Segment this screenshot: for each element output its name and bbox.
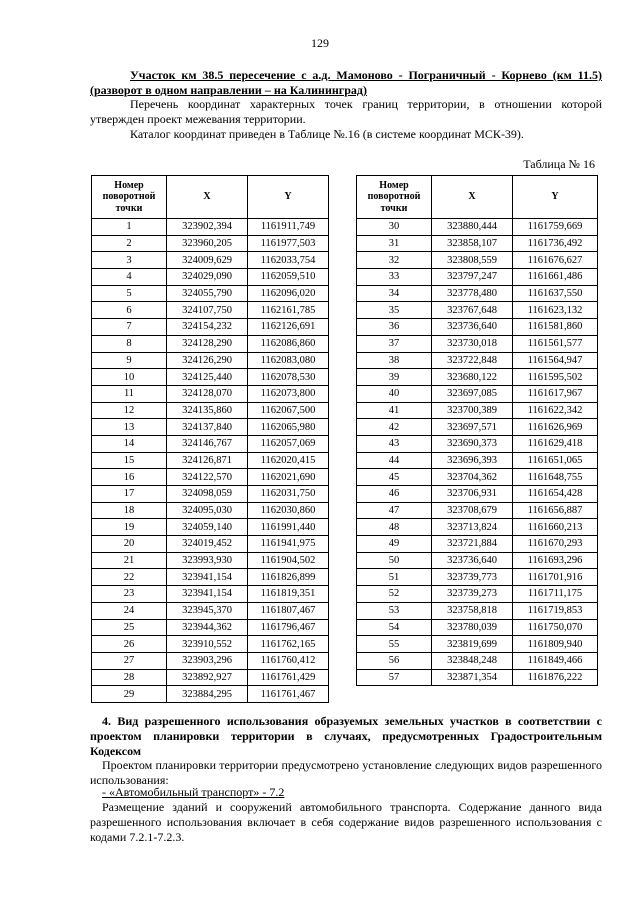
cell-point-number: 3 — [92, 252, 167, 269]
section4-heading: 4. Вид разрешенного использования образуемых земельных участков в соответствии с проектом планировки территории в случаях, предусмотренных Градостроительным Кодексом — [90, 714, 602, 758]
cell-point-number: 34 — [357, 285, 432, 302]
cell-x: 323902,394 — [167, 219, 248, 236]
cell-y: 1161648,755 — [513, 469, 598, 486]
cell-x: 323721,884 — [432, 536, 513, 553]
table-row — [92, 219, 329, 236]
cell-y: 1161626,969 — [513, 419, 598, 436]
cell-point-number: 40 — [357, 385, 432, 402]
cell-y: 1162059,510 — [248, 269, 329, 286]
cell-x: 323880,444 — [432, 219, 513, 236]
cell-y: 1161876,222 — [513, 669, 598, 686]
table-row — [357, 419, 598, 436]
cell-x: 324107,750 — [167, 302, 248, 319]
table-row — [357, 219, 598, 236]
cell-point-number: 23 — [92, 586, 167, 603]
cell-point-number: 14 — [92, 435, 167, 452]
cell-y: 1161826,899 — [248, 569, 329, 586]
cell-point-number: 32 — [357, 252, 432, 269]
cell-point-number: 17 — [92, 486, 167, 503]
cell-point-number: 4 — [92, 269, 167, 286]
coordinates-table-right — [356, 175, 598, 686]
cell-y: 1161760,412 — [248, 652, 329, 669]
table-row — [357, 469, 598, 486]
cell-y: 1161581,860 — [513, 319, 598, 336]
cell-x: 323697,571 — [432, 419, 513, 436]
table-header-row — [357, 176, 598, 219]
cell-x: 324125,440 — [167, 369, 248, 386]
table-row — [92, 569, 329, 586]
table-row — [357, 285, 598, 302]
table-label: Таблица № 16 — [523, 157, 595, 171]
table-row — [92, 235, 329, 252]
cell-x: 323993,930 — [167, 552, 248, 569]
cell-point-number: 48 — [357, 519, 432, 536]
cell-x: 324128,070 — [167, 385, 248, 402]
cell-y: 1162067,500 — [248, 402, 329, 419]
table-row — [357, 586, 598, 603]
cell-x: 323690,373 — [432, 435, 513, 452]
cell-point-number: 39 — [357, 369, 432, 386]
cell-y: 1161623,132 — [513, 302, 598, 319]
cell-x: 323884,295 — [167, 686, 248, 703]
cell-point-number: 37 — [357, 335, 432, 352]
cell-y: 1161595,502 — [513, 369, 598, 386]
cell-y: 1161622,342 — [513, 402, 598, 419]
table-row — [357, 319, 598, 336]
cell-point-number: 16 — [92, 469, 167, 486]
table-row — [357, 552, 598, 569]
cell-y: 1161629,418 — [513, 435, 598, 452]
table-row — [92, 319, 329, 336]
use-description: Размещение зданий и сооружений автомобильного транспорта. Содержание данного вида разрешенного использования включает в себя содержание видов разрешенного использования с кодами 7.2.1-7.2.3. — [90, 800, 602, 844]
cell-x: 323808,559 — [432, 252, 513, 269]
cell-point-number: 19 — [92, 519, 167, 536]
cell-y: 1161809,940 — [513, 636, 598, 653]
cell-x: 324137,840 — [167, 419, 248, 436]
cell-x: 323941,154 — [167, 569, 248, 586]
cell-point-number: 50 — [357, 552, 432, 569]
cell-y: 1162096,020 — [248, 285, 329, 302]
header-x: X — [432, 176, 513, 219]
cell-y: 1161761,429 — [248, 669, 329, 686]
cell-y: 1162083,080 — [248, 352, 329, 369]
cell-point-number: 15 — [92, 452, 167, 469]
catalog-paragraph: Каталог координат приведен в Таблице №.16 (в системе координат МСК-39). — [130, 127, 524, 141]
cell-point-number: 49 — [357, 536, 432, 553]
cell-point-number: 27 — [92, 652, 167, 669]
cell-x: 323960,205 — [167, 235, 248, 252]
cell-x: 324098,059 — [167, 486, 248, 503]
cell-point-number: 8 — [92, 335, 167, 352]
cell-y: 1162033,754 — [248, 252, 329, 269]
table-row — [357, 669, 598, 686]
cell-point-number: 9 — [92, 352, 167, 369]
cell-point-number: 44 — [357, 452, 432, 469]
cell-y: 1161637,550 — [513, 285, 598, 302]
cell-point-number: 53 — [357, 602, 432, 619]
cell-x: 323945,370 — [167, 602, 248, 619]
cell-y: 1161656,887 — [513, 502, 598, 519]
cell-x: 323730,018 — [432, 335, 513, 352]
cell-x: 324029,090 — [167, 269, 248, 286]
cell-y: 1162057,069 — [248, 435, 329, 452]
cell-y: 1161819,351 — [248, 586, 329, 603]
cell-y: 1161670,293 — [513, 536, 598, 553]
table-row — [357, 302, 598, 319]
cell-x: 324135,860 — [167, 402, 248, 419]
cell-point-number: 52 — [357, 586, 432, 603]
cell-y: 1162030,860 — [248, 502, 329, 519]
header-point-number: Номер поворотной точки — [92, 176, 167, 219]
header-y: Y — [248, 176, 329, 219]
cell-x: 324009,629 — [167, 252, 248, 269]
table-row — [92, 502, 329, 519]
cell-x: 323722,848 — [432, 352, 513, 369]
cell-point-number: 57 — [357, 669, 432, 686]
cell-x: 323848,248 — [432, 652, 513, 669]
use-type-label: - «Автомобильный транспорт» - 7.2 — [102, 785, 285, 799]
table-row — [92, 385, 329, 402]
coordinates-table-left — [91, 175, 329, 703]
table-row — [92, 285, 329, 302]
cell-x: 323892,927 — [167, 669, 248, 686]
cell-y: 1161796,467 — [248, 619, 329, 636]
table-row — [92, 269, 329, 286]
cell-point-number: 7 — [92, 319, 167, 336]
cell-x: 323767,648 — [432, 302, 513, 319]
cell-y: 1162078,530 — [248, 369, 329, 386]
table-row — [357, 652, 598, 669]
cell-x: 323819,699 — [432, 636, 513, 653]
cell-x: 323680,122 — [432, 369, 513, 386]
cell-y: 1161654,428 — [513, 486, 598, 503]
cell-x: 323706,931 — [432, 486, 513, 503]
table-row — [357, 435, 598, 452]
table-row — [357, 502, 598, 519]
cell-point-number: 25 — [92, 619, 167, 636]
cell-point-number: 21 — [92, 552, 167, 569]
cell-point-number: 11 — [92, 385, 167, 402]
cell-x: 323736,640 — [432, 319, 513, 336]
cell-y: 1161807,467 — [248, 602, 329, 619]
cell-point-number: 54 — [357, 619, 432, 636]
cell-x: 323941,154 — [167, 586, 248, 603]
cell-point-number: 45 — [357, 469, 432, 486]
cell-y: 1161941,975 — [248, 536, 329, 553]
cell-point-number: 33 — [357, 269, 432, 286]
table-row — [357, 486, 598, 503]
cell-y: 1161849,466 — [513, 652, 598, 669]
cell-point-number: 12 — [92, 402, 167, 419]
header-point-number: Номер поворотной точки — [357, 176, 432, 219]
cell-x: 323910,552 — [167, 636, 248, 653]
cell-y: 1162086,860 — [248, 335, 329, 352]
cell-y: 1161617,967 — [513, 385, 598, 402]
cell-y: 1161561,577 — [513, 335, 598, 352]
cell-y: 1161651,065 — [513, 452, 598, 469]
table-row — [357, 452, 598, 469]
cell-x: 323696,393 — [432, 452, 513, 469]
table-row — [92, 586, 329, 603]
table-row — [92, 669, 329, 686]
cell-point-number: 46 — [357, 486, 432, 503]
cell-point-number: 2 — [92, 235, 167, 252]
cell-point-number: 28 — [92, 669, 167, 686]
table-row — [357, 252, 598, 269]
table-row — [357, 335, 598, 352]
table-row — [92, 452, 329, 469]
header-x: X — [167, 176, 248, 219]
table-row — [357, 636, 598, 653]
table-row — [357, 235, 598, 252]
cell-point-number: 13 — [92, 419, 167, 436]
cell-point-number: 56 — [357, 652, 432, 669]
cell-y: 1161693,296 — [513, 552, 598, 569]
cell-x: 323944,362 — [167, 619, 248, 636]
table-row — [92, 486, 329, 503]
table-row — [92, 435, 329, 452]
section-heading: Участок км 38.5 пересечение с а.д. Мамоново - Пограничный - Корнево (км 11.5) (разворот в одном направлении – на Калининград) — [90, 68, 602, 97]
cell-x: 323736,640 — [432, 552, 513, 569]
cell-point-number: 26 — [92, 636, 167, 653]
cell-x: 323700,389 — [432, 402, 513, 419]
cell-point-number: 55 — [357, 636, 432, 653]
cell-point-number: 31 — [357, 235, 432, 252]
cell-x: 324126,290 — [167, 352, 248, 369]
table-row — [92, 636, 329, 653]
table-row — [92, 536, 329, 553]
cell-y: 1161736,492 — [513, 235, 598, 252]
cell-y: 1161676,627 — [513, 252, 598, 269]
table-row — [92, 402, 329, 419]
cell-x: 324055,790 — [167, 285, 248, 302]
cell-x: 323797,247 — [432, 269, 513, 286]
cell-y: 1161762,165 — [248, 636, 329, 653]
cell-y: 1161977,503 — [248, 235, 329, 252]
cell-point-number: 22 — [92, 569, 167, 586]
cell-x: 323697,085 — [432, 385, 513, 402]
table-row — [357, 519, 598, 536]
cell-x: 324154,232 — [167, 319, 248, 336]
table-row — [357, 536, 598, 553]
cell-y: 1161711,175 — [513, 586, 598, 603]
cell-y: 1162126,691 — [248, 319, 329, 336]
cell-x: 324095,030 — [167, 502, 248, 519]
cell-x: 323739,273 — [432, 586, 513, 603]
table-header-row — [92, 176, 329, 219]
cell-y: 1161701,916 — [513, 569, 598, 586]
cell-y: 1161759,669 — [513, 219, 598, 236]
cell-point-number: 29 — [92, 686, 167, 703]
table-row — [92, 519, 329, 536]
cell-point-number: 38 — [357, 352, 432, 369]
cell-x: 323713,824 — [432, 519, 513, 536]
table-row — [92, 602, 329, 619]
cell-point-number: 6 — [92, 302, 167, 319]
cell-x: 324126,871 — [167, 452, 248, 469]
cell-x: 323871,354 — [432, 669, 513, 686]
cell-x: 324059,140 — [167, 519, 248, 536]
cell-point-number: 5 — [92, 285, 167, 302]
intro-paragraph: Перечень координат характерных точек границ территории, в отношении которой утвержден проект межевания территории. — [90, 97, 602, 126]
cell-y: 1161661,486 — [513, 269, 598, 286]
cell-x: 323708,679 — [432, 502, 513, 519]
cell-x: 323778,480 — [432, 285, 513, 302]
cell-x: 324122,570 — [167, 469, 248, 486]
cell-point-number: 18 — [92, 502, 167, 519]
cell-point-number: 42 — [357, 419, 432, 436]
cell-point-number: 47 — [357, 502, 432, 519]
cell-y: 1162021,690 — [248, 469, 329, 486]
table-row — [92, 419, 329, 436]
cell-y: 1161911,749 — [248, 219, 329, 236]
table-row — [357, 569, 598, 586]
table-row — [92, 686, 329, 703]
cell-y: 1161750,070 — [513, 619, 598, 636]
table-row — [357, 619, 598, 636]
cell-x: 323758,818 — [432, 602, 513, 619]
cell-point-number: 10 — [92, 369, 167, 386]
table-row — [92, 335, 329, 352]
table-row — [357, 602, 598, 619]
table-row — [357, 352, 598, 369]
cell-y: 1162073,800 — [248, 385, 329, 402]
cell-point-number: 35 — [357, 302, 432, 319]
cell-x: 323903,296 — [167, 652, 248, 669]
table-row — [357, 369, 598, 386]
cell-x: 324019,452 — [167, 536, 248, 553]
cell-x: 323739,773 — [432, 569, 513, 586]
table-row — [92, 352, 329, 369]
cell-y: 1162031,750 — [248, 486, 329, 503]
header-y: Y — [513, 176, 598, 219]
cell-y: 1161719,853 — [513, 602, 598, 619]
cell-y: 1161564,947 — [513, 352, 598, 369]
page-number: 129 — [311, 36, 329, 50]
cell-point-number: 1 — [92, 219, 167, 236]
table-row — [357, 385, 598, 402]
cell-y: 1161991,440 — [248, 519, 329, 536]
cell-point-number: 24 — [92, 602, 167, 619]
cell-x: 323704,362 — [432, 469, 513, 486]
cell-point-number: 36 — [357, 319, 432, 336]
cell-y: 1162161,785 — [248, 302, 329, 319]
table-row — [357, 269, 598, 286]
table-row — [92, 302, 329, 319]
cell-x: 323858,107 — [432, 235, 513, 252]
cell-x: 323780,039 — [432, 619, 513, 636]
cell-y: 1161904,502 — [248, 552, 329, 569]
cell-point-number: 41 — [357, 402, 432, 419]
cell-point-number: 30 — [357, 219, 432, 236]
cell-x: 324146,767 — [167, 435, 248, 452]
table-row — [92, 652, 329, 669]
cell-point-number: 20 — [92, 536, 167, 553]
table-row — [92, 552, 329, 569]
table-row — [92, 252, 329, 269]
section4-paragraph: Проектом планировки территории предусмотрено установление следующих видов разрешенного использования: — [90, 758, 602, 787]
cell-point-number: 51 — [357, 569, 432, 586]
table-row — [92, 369, 329, 386]
table-row — [92, 469, 329, 486]
cell-point-number: 43 — [357, 435, 432, 452]
table-row — [357, 402, 598, 419]
cell-x: 324128,290 — [167, 335, 248, 352]
cell-y: 1162065,980 — [248, 419, 329, 436]
cell-y: 1161761,467 — [248, 686, 329, 703]
cell-y: 1162020,415 — [248, 452, 329, 469]
cell-y: 1161660,213 — [513, 519, 598, 536]
table-row — [92, 619, 329, 636]
